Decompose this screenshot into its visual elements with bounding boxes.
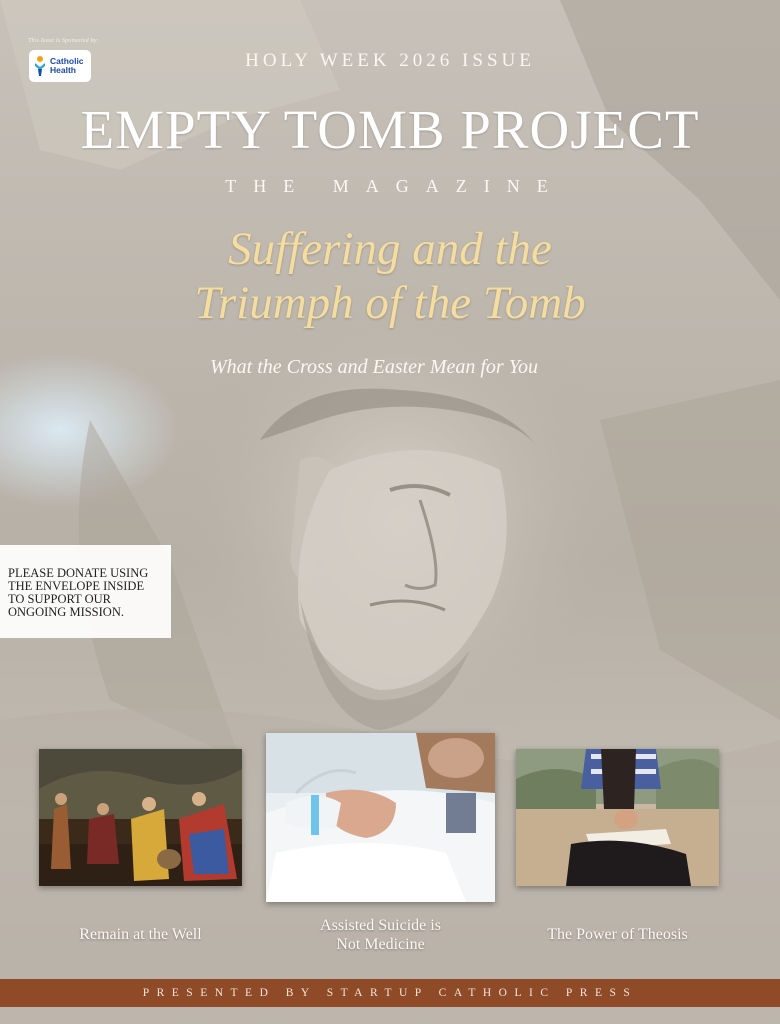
article-thumbnail-well[interactable] bbox=[39, 749, 242, 886]
hospital-patient-iv-image bbox=[266, 733, 495, 902]
headline-line1: Suffering and the bbox=[228, 223, 552, 275]
caption-line1: Assisted Suicide is bbox=[320, 917, 441, 934]
donate-line4: ONGOING MISSION. bbox=[8, 605, 124, 619]
donate-line1: PLEASE DONATE USING bbox=[8, 566, 149, 580]
feature-headline bbox=[0, 222, 780, 330]
bottom-margin bbox=[0, 1007, 780, 1024]
sponsor-label: This Issue is Sponsored by: bbox=[28, 38, 99, 44]
magazine-subtitle: THE MAGAZINE bbox=[225, 176, 565, 196]
headline-line2: Triumph of the Tomb bbox=[194, 277, 586, 329]
feature-subhead: What the Cross and Easter Mean for You bbox=[210, 356, 538, 378]
publisher-footer: PRESENTED BY STARTUP CATHOLIC PRESS bbox=[0, 979, 780, 1007]
article-thumbnail-assisted-suicide[interactable] bbox=[266, 733, 495, 902]
donate-callout bbox=[0, 545, 171, 638]
sponsor-logo-line2: Health bbox=[50, 65, 76, 75]
magazine-title: EMPTY TOMB PROJECT bbox=[80, 99, 700, 160]
painting-woman-at-well-image bbox=[39, 749, 242, 886]
sponsor-logo-line1: Catholic bbox=[50, 56, 84, 66]
article-caption-well[interactable]: Remain at the Well bbox=[79, 926, 202, 943]
article-thumbnail-theosis[interactable] bbox=[516, 749, 719, 886]
article-caption-theosis[interactable]: The Power of Theosis bbox=[547, 926, 688, 943]
caption-line2: Not Medicine bbox=[336, 936, 425, 953]
article-caption-assisted-suicide[interactable] bbox=[266, 916, 495, 954]
donate-line2: THE ENVELOPE INSIDE bbox=[8, 579, 145, 593]
donate-line3: TO SUPPORT OUR bbox=[8, 592, 111, 606]
issue-label: HOLY WEEK 2026 ISSUE bbox=[245, 50, 535, 71]
woman-praying-bible-image bbox=[516, 749, 719, 886]
